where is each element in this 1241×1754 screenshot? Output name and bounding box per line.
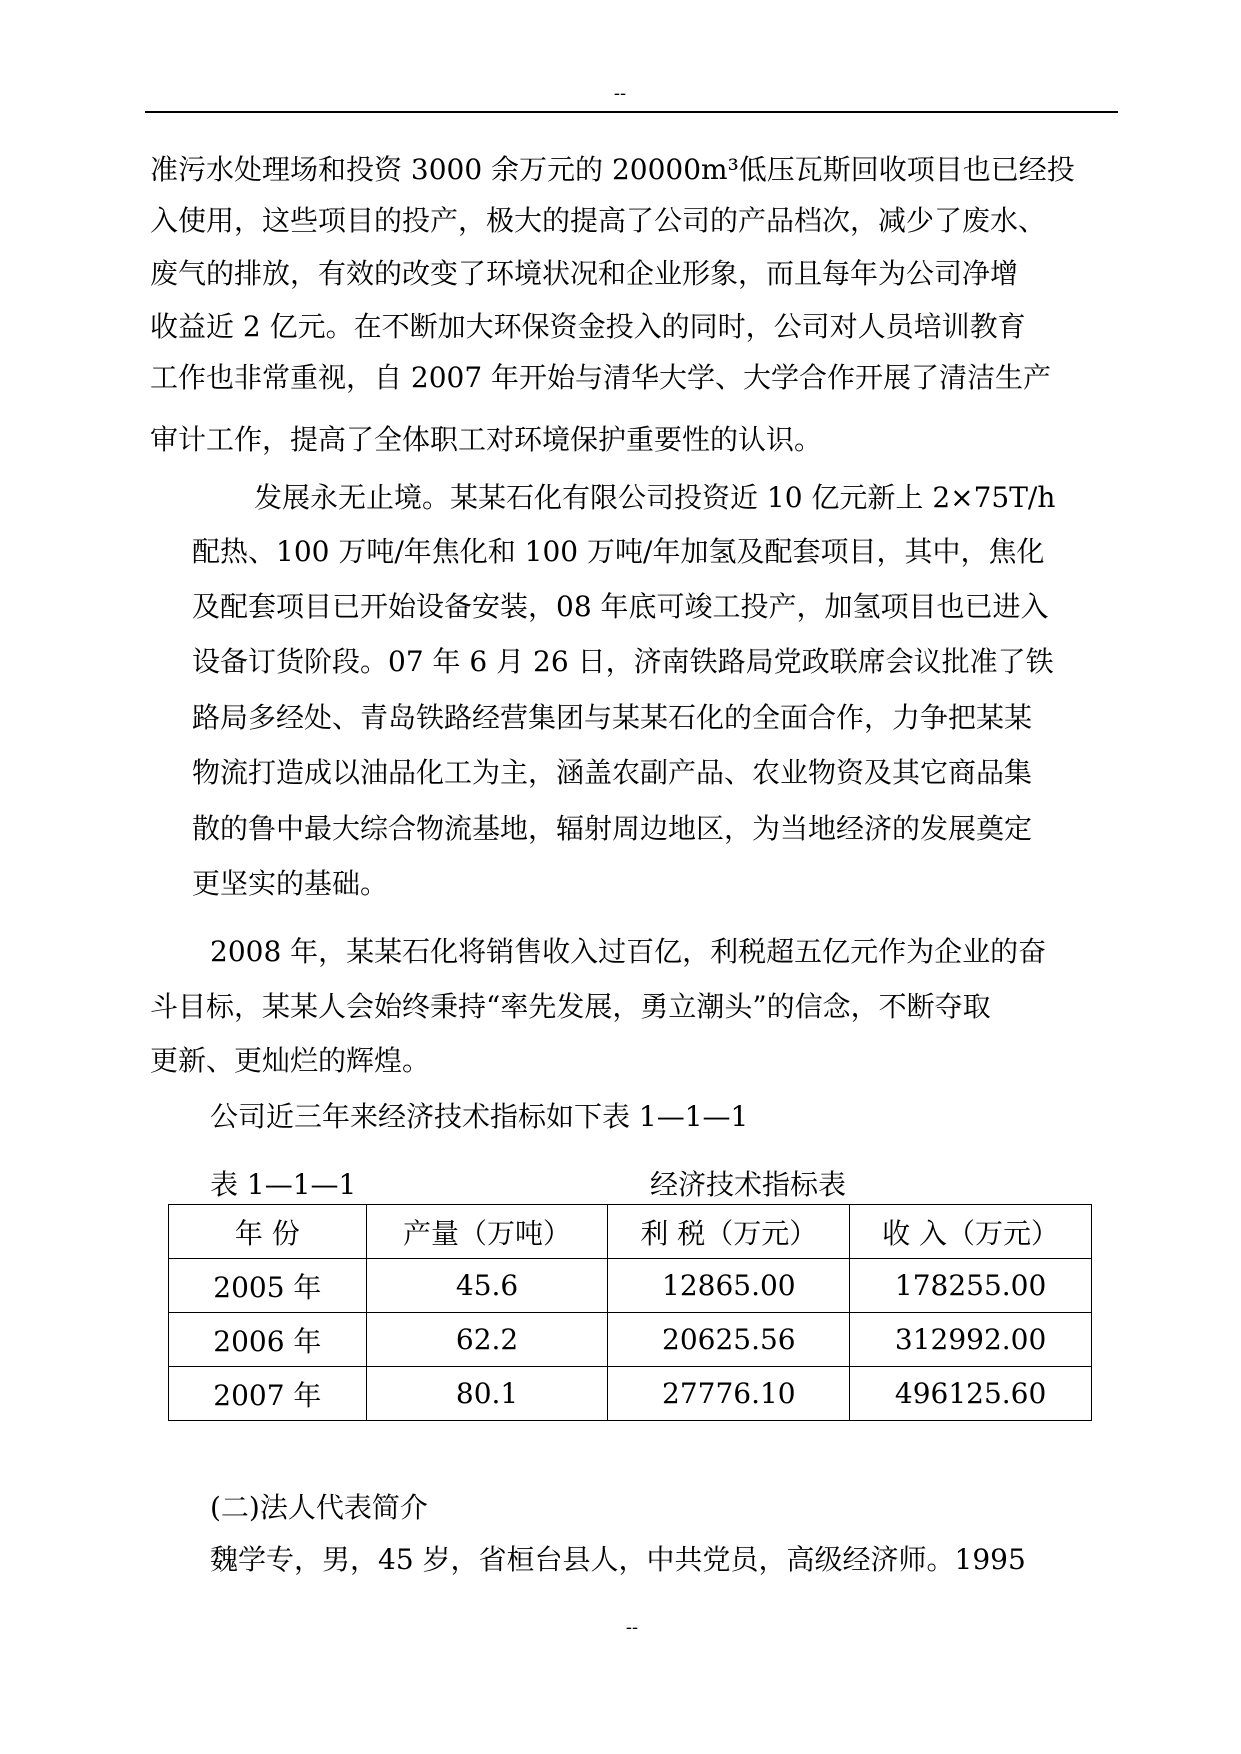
footer-mark: --	[625, 1617, 639, 1638]
cell-profit-tax: 12865.00	[608, 1259, 850, 1313]
paragraph-1-line-1: 准污水处理场和投资 3000 余万元的 20000m³低压瓦斯回收项目也已经投	[150, 153, 1075, 186]
cell-revenue: 178255.00	[850, 1259, 1092, 1313]
cell-revenue: 496125.60	[850, 1367, 1092, 1421]
cell-output: 62.2	[366, 1313, 608, 1367]
section-text: 魏学专，男，45 岁，省桓台县人，中共党员，高级经济师。1995	[210, 1543, 1026, 1576]
paragraph-2-line-4: 设备订货阶段。07 年 6 月 26 日，济南铁路局党政联席会议批准了铁	[192, 645, 1054, 678]
header-rule	[145, 111, 1118, 113]
table-header-row	[169, 1205, 1092, 1259]
paragraph-1-line-6: 审计工作，提高了全体职工对环境保护重要性的认识。	[150, 423, 823, 456]
table-caption-number: 表 1—1—1	[210, 1168, 357, 1201]
paragraph-2-line-5: 路局多经处、青岛铁路经营集团与某某石化的全面合作，力争把某某	[192, 701, 1033, 734]
header-output: 产量（万吨）	[366, 1205, 608, 1259]
paragraph-3-line-2: 斗目标，某某人会始终秉持“率先发展，勇立潮头”的信念，不断夺取	[150, 990, 991, 1023]
cell-output: 45.6	[366, 1259, 608, 1313]
paragraph-2-line-1: 发展永无止境。某某石化有限公司投资近 10 亿元新上 2×75T/h	[254, 481, 1056, 514]
paragraph-2-line-2: 配热、100 万吨/年焦化和 100 万吨/年加氢及配套项目，其中，焦化	[192, 535, 1045, 568]
paragraph-2-line-6: 物流打造成以油品化工为主，涵盖农副产品、农业物资及其它商品集	[192, 756, 1033, 789]
table-caption-title: 经济技术指标表	[650, 1168, 847, 1201]
paragraph-1-line-3: 废气的排放，有效的改变了环境状况和企业形象，而且每年为公司净增	[150, 257, 1019, 290]
header-mark: --	[613, 83, 627, 104]
paragraph-2-line-3: 及配套项目已开始设备安装，08 年底可竣工投产，加氢项目也已进入	[192, 590, 1049, 623]
header-revenue: 收 入（万元）	[850, 1205, 1092, 1259]
header-profit-tax: 利 税（万元）	[608, 1205, 850, 1259]
paragraph-4: 公司近三年来经济技术指标如下表 1—1—1	[210, 1100, 749, 1133]
cell-output: 80.1	[366, 1367, 608, 1421]
paragraph-2-line-8: 更坚实的基础。	[192, 867, 389, 900]
cell-year: 2007 年	[169, 1367, 367, 1421]
table-row	[169, 1367, 1092, 1421]
economic-indicators-table	[168, 1204, 1092, 1421]
header-year: 年 份	[169, 1205, 367, 1259]
paragraph-1-line-4: 收益近 2 亿元。在不断加大环保资金投入的同时，公司对人员培训教育	[150, 310, 1026, 343]
cell-year: 2005 年	[169, 1259, 367, 1313]
paragraph-1-line-2: 入使用，这些项目的投产，极大的提高了公司的产品档次，减少了废水、	[150, 204, 1047, 237]
paragraph-1-line-5: 工作也非常重视，自 2007 年开始与清华大学、大学合作开展了清洁生产	[150, 361, 1052, 394]
table-row	[169, 1259, 1092, 1313]
paragraph-2-line-7: 散的鲁中最大综合物流基地，辐射周边地区，为当地经济的发展奠定	[192, 812, 1033, 845]
cell-revenue: 312992.00	[850, 1313, 1092, 1367]
cell-year: 2006 年	[169, 1313, 367, 1367]
paragraph-3-line-1: 2008 年，某某石化将销售收入过百亿，利税超五亿元作为企业的奋	[210, 935, 1047, 968]
table-row	[169, 1313, 1092, 1367]
cell-profit-tax: 27776.10	[608, 1367, 850, 1421]
paragraph-3-line-3: 更新、更灿烂的辉煌。	[150, 1044, 431, 1077]
section-heading: (二)法人代表简介	[210, 1491, 428, 1524]
cell-profit-tax: 20625.56	[608, 1313, 850, 1367]
